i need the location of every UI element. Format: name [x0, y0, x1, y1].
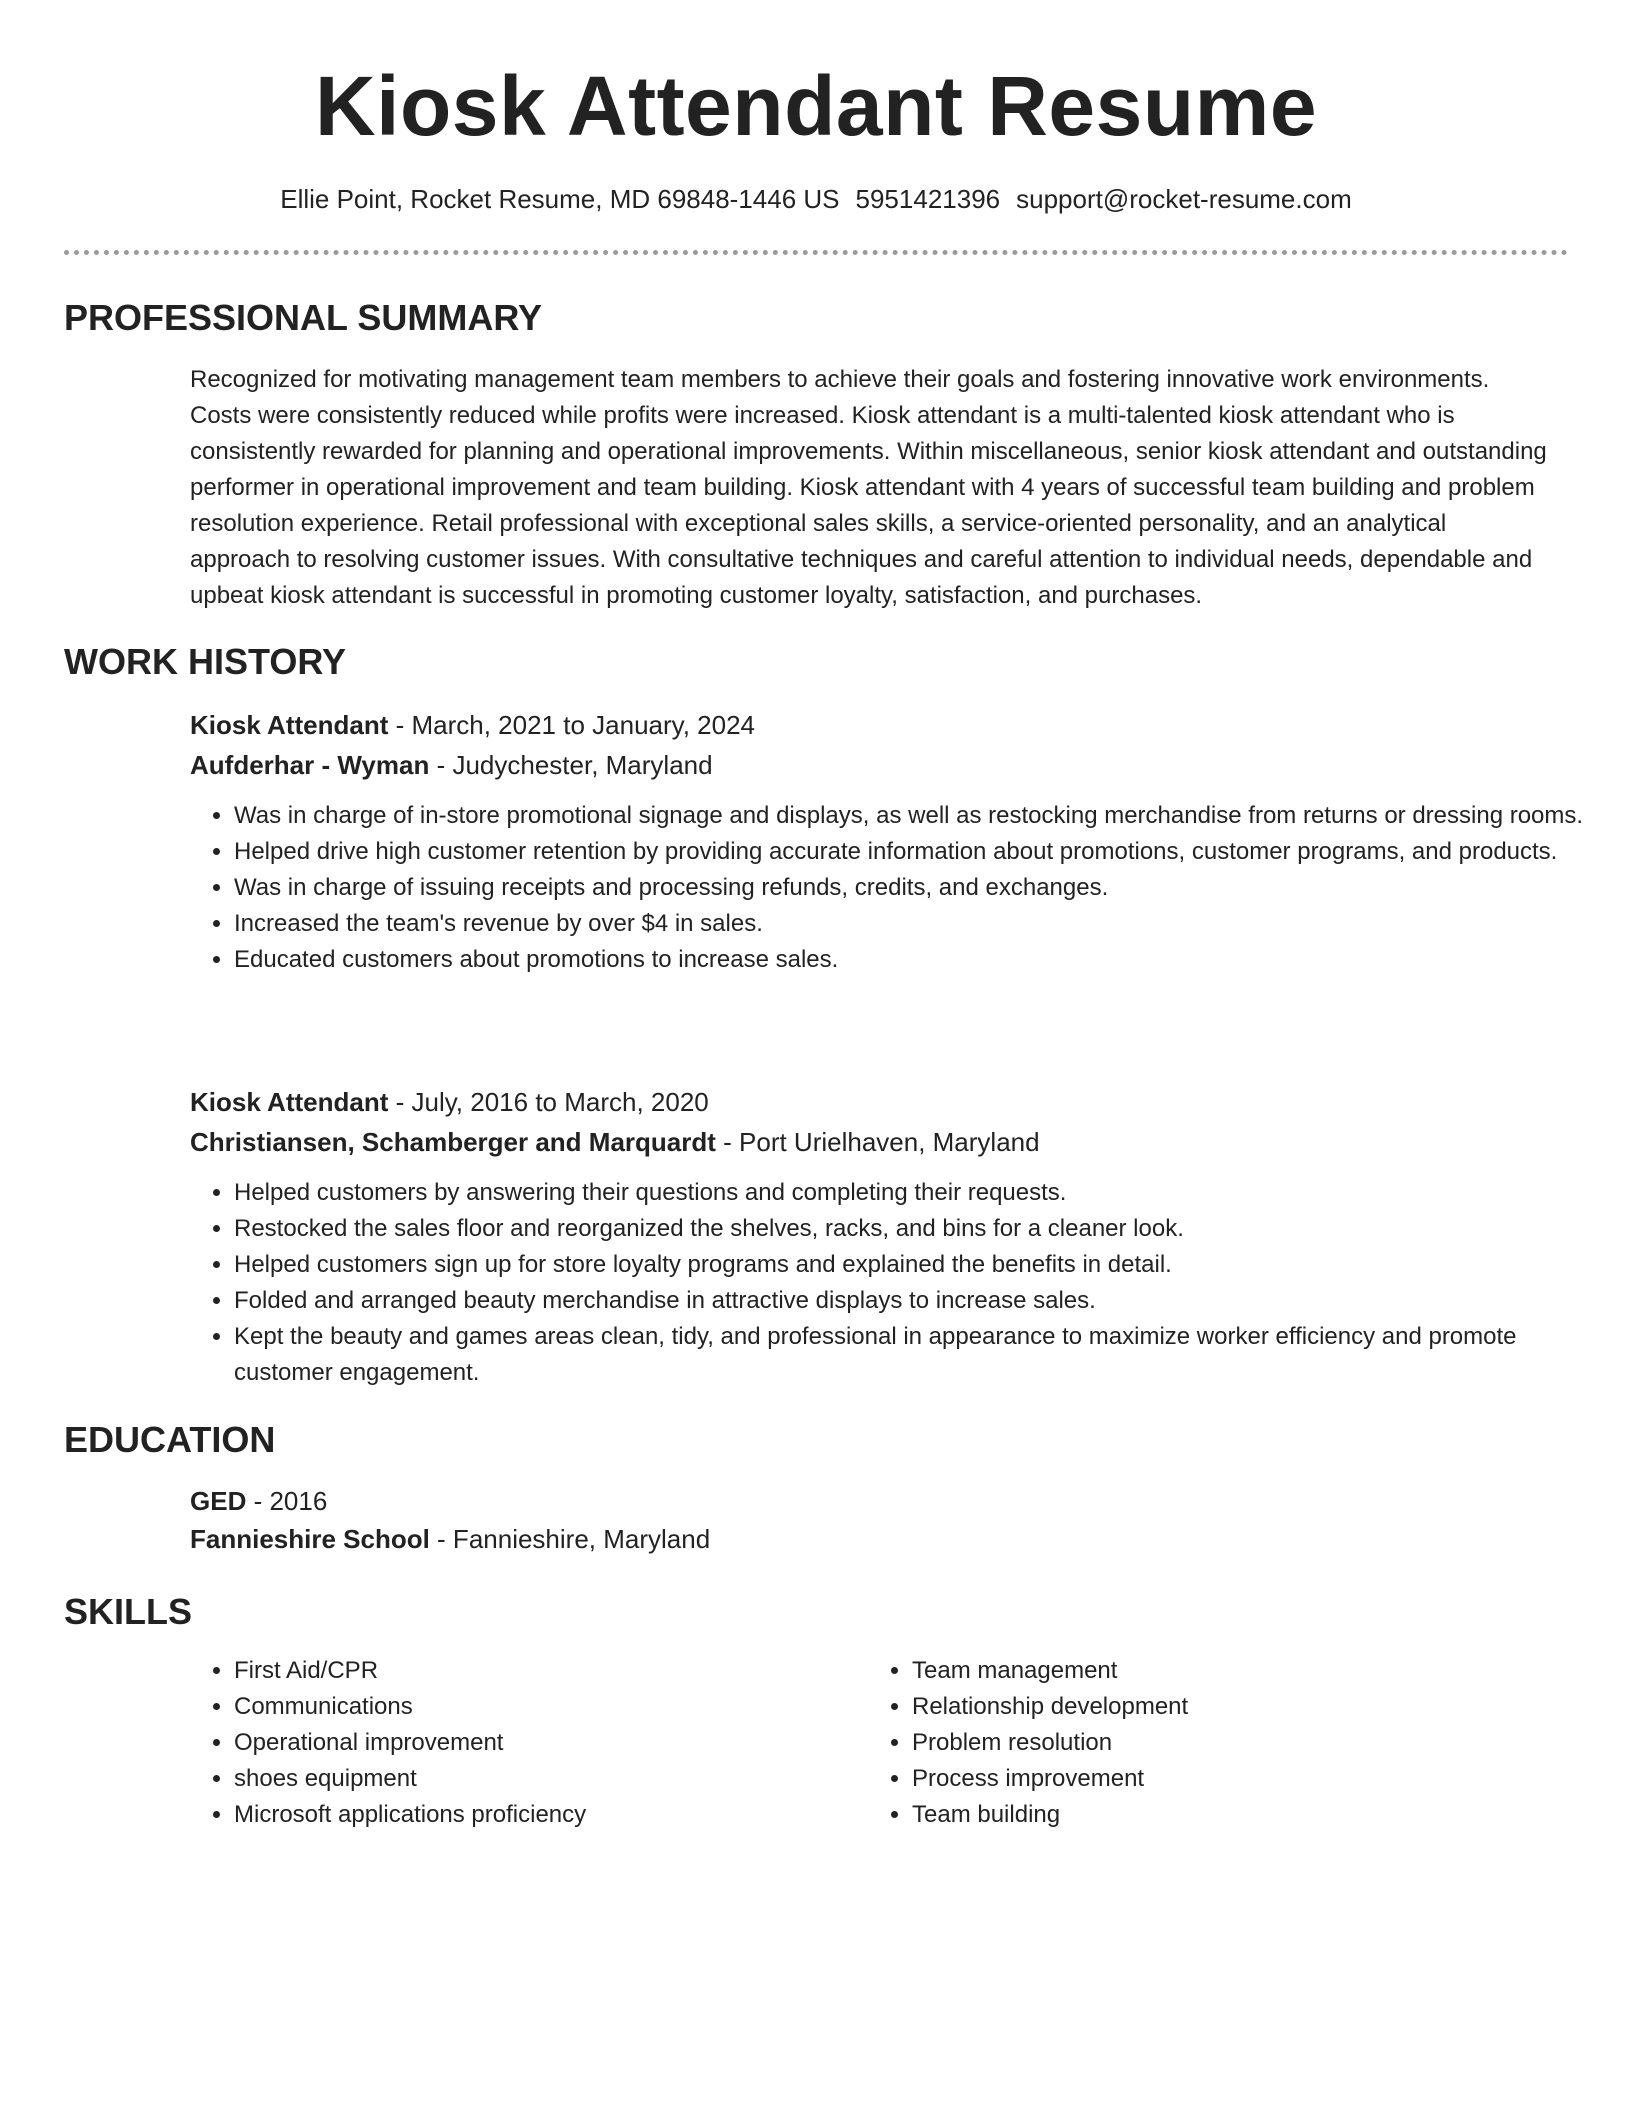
job-2-company-line	[190, 1122, 1040, 1162]
education-heading: EDUCATION	[64, 1419, 276, 1460]
job-2-bullets	[190, 1175, 1614, 1391]
job-1-bullets	[190, 798, 1614, 978]
list-item: • Folded and arranged beauty merchandise in attractive displays to increase sales.	[234, 1283, 1614, 1319]
list-item: • Communications	[234, 1689, 854, 1725]
list-item: • Microsoft applications proficiency	[234, 1797, 854, 1833]
skills-list-right	[868, 1653, 1552, 1833]
contact-email: support@rocket-resume.com	[1016, 184, 1352, 214]
header-divider	[64, 250, 1568, 255]
education-degree-line	[190, 1481, 327, 1521]
education-year: - 2016	[246, 1486, 328, 1516]
education-school-line	[190, 1519, 710, 1559]
job-2-dates: - July, 2016 to March, 2020	[388, 1087, 709, 1117]
job-1-dates: - March, 2021 to January, 2024	[388, 710, 756, 740]
job-1-title: Kiosk Attendant	[190, 710, 389, 740]
list-item: • Was in charge of issuing receipts and processing refunds, credits, and exchanges.	[234, 870, 1614, 906]
list-item: • Relationship development	[912, 1689, 1552, 1725]
summary-heading: PROFESSIONAL SUMMARY	[64, 297, 543, 338]
list-item: • Was in charge of in-store promotional signage and displays, as well as restocking merchandise from returns or dressing rooms.	[234, 798, 1614, 834]
list-item: • Problem resolution	[912, 1725, 1552, 1761]
job-2-title-line	[190, 1082, 709, 1122]
resume-title: Kiosk Attendant Resume	[314, 59, 1318, 153]
list-item: • Team building	[912, 1797, 1552, 1833]
list-item: • Helped customers sign up for store loyalty programs and explained the benefits in detail.	[234, 1247, 1614, 1283]
contact-phone: 5951421396	[855, 184, 1001, 214]
education-location: - Fannieshire, Maryland	[429, 1524, 711, 1554]
job-1-company: Aufderhar - Wyman	[190, 750, 430, 780]
list-item: • Process improvement	[912, 1761, 1552, 1797]
skills-heading: SKILLS	[64, 1591, 193, 1632]
job-2-location: - Port Urielhaven, Maryland	[715, 1127, 1040, 1157]
list-item: • Increased the team's revenue by over $4 in sales.	[234, 906, 1614, 942]
contact-line	[0, 181, 1632, 217]
summary-text: Recognized for motivating management team members to achieve their goals and fostering innovative work environments. Costs were consistently reduced while profits were increased. Kiosk attendant is a multi-talented kiosk attendant who is consistently rewarded for planning and operational improvements. Within miscellaneous, senior kiosk attendant and outstanding performer in operational improvement and team building. Kiosk attendant with 4 years of successful team building and problem resolution experience. Retail professional with exceptional sales skills, a service-oriented personality, and an analytical approach to resolving customer issues. With consultative techniques and careful attention to individual needs, dependable and upbeat kiosk attendant is successful in promoting customer loyalty, satisfaction, and purchases.	[190, 366, 1547, 609]
list-item: • Restocked the sales floor and reorganized the shelves, racks, and bins for a cleaner look.	[234, 1211, 1614, 1247]
contact-address: Ellie Point, Rocket Resume, MD 69848-1446 US	[280, 184, 840, 214]
job-1-location: - Judychester, Maryland	[429, 750, 713, 780]
job-2-company: Christiansen, Schamberger and Marquardt	[190, 1127, 716, 1157]
list-item: • Kept the beauty and games areas clean, tidy, and professional in appearance to maximize worker efficiency and promote customer engagement.	[234, 1319, 1614, 1391]
job-1-title-line	[190, 705, 755, 745]
list-item: • First Aid/CPR	[234, 1653, 854, 1689]
skills-list-left	[190, 1653, 854, 1833]
work-history-heading: WORK HISTORY	[64, 641, 347, 682]
list-item: • Helped drive high customer retention by providing accurate information about promotions, customer programs, and products.	[234, 834, 1614, 870]
education-school: Fannieshire School	[190, 1524, 430, 1554]
job-1-company-line	[190, 745, 713, 785]
list-item: • Operational improvement	[234, 1725, 854, 1761]
list-item: • Educated customers about promotions to increase sales.	[234, 942, 1614, 978]
list-item: • Helped customers by answering their questions and completing their requests.	[234, 1175, 1614, 1211]
education-degree: GED	[190, 1486, 247, 1516]
job-2-title: Kiosk Attendant	[190, 1087, 389, 1117]
list-item: • Team management	[912, 1653, 1552, 1689]
list-item: • shoes equipment	[234, 1761, 854, 1797]
